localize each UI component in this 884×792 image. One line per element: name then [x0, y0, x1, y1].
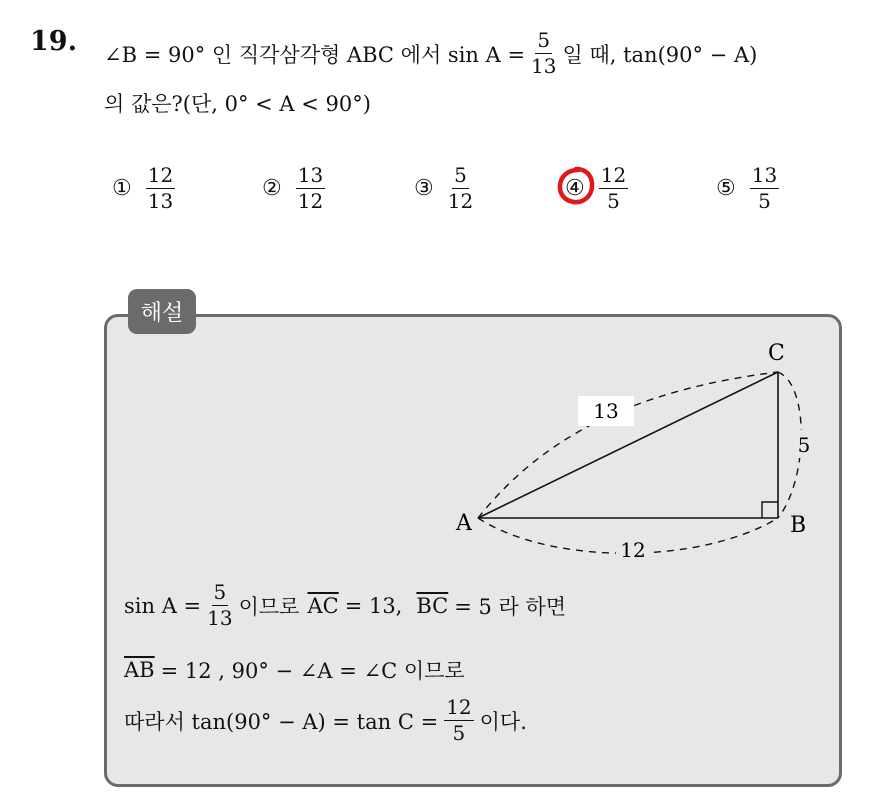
option-mark: ① [112, 176, 132, 201]
stem-prefix: ∠B = 90° 인 직각삼각형 ABC 에서 sin A = [104, 42, 526, 67]
sol3-prefix: 따라서 tan(90° − A) = tan C = [124, 709, 439, 734]
option-fraction [448, 165, 473, 212]
option-4[interactable] [565, 165, 634, 212]
option-mark: ⑤ [716, 176, 736, 201]
fraction-numerator: 5 [454, 163, 467, 187]
solution-line-3 [124, 697, 527, 744]
sol3-suffix: 이다. [479, 709, 527, 734]
option-fraction [750, 165, 779, 212]
fraction-denominator: 5 [607, 189, 620, 213]
fraction-numerator: 12 [600, 163, 627, 187]
vertex-c: C [768, 341, 785, 366]
fraction-denominator: 12 [297, 189, 324, 213]
stem-fraction [531, 30, 556, 77]
right-angle-mark [762, 502, 778, 518]
opp-label: 5 [797, 433, 811, 457]
vertex-a: A [456, 511, 472, 536]
sol2-rest: = 12 , 90° − ∠A = ∠C 이므로 [160, 659, 465, 683]
option-mark: ② [262, 176, 282, 201]
triangle-diagram [430, 330, 830, 570]
sol1-ac-val: = 13, [344, 593, 403, 618]
option-2[interactable] [262, 165, 331, 212]
fraction-denominator: 5 [452, 721, 466, 745]
option-5[interactable] [716, 165, 785, 212]
segment-bc: $\overline{BC}$ [416, 593, 449, 618]
sol1-bc-val: = 5 라 하면 [454, 594, 567, 619]
sol3-fraction [444, 697, 473, 744]
fraction-numerator: 12 [147, 163, 174, 187]
fraction-numerator: 13 [297, 163, 324, 187]
option-1[interactable] [112, 165, 181, 212]
sol1-fraction [207, 582, 232, 629]
vertex-b: B [790, 513, 807, 538]
option-mark: ③ [414, 176, 434, 201]
option-fraction [599, 165, 628, 212]
fraction-numerator: 5 [537, 28, 551, 52]
segment-ab: $\overline{AB}$ [124, 658, 155, 682]
segment-ac: $\overline{AC}$ [307, 593, 339, 618]
solution-line-1 [124, 582, 566, 629]
solution-tag: 해설 [128, 289, 196, 334]
fraction-numerator: 5 [213, 580, 227, 604]
fraction-denominator: 5 [758, 189, 771, 213]
option-fraction [296, 165, 325, 212]
fraction-denominator: 13 [207, 606, 233, 630]
sol1-prefix: sin A = [124, 593, 202, 618]
option-mark: ④ [565, 176, 585, 201]
side-ac [478, 372, 778, 518]
adj-label: 12 [620, 538, 646, 562]
fraction-denominator: 13 [531, 54, 557, 78]
fraction-numerator: 12 [446, 695, 472, 719]
fraction-numerator: 13 [751, 163, 778, 187]
fraction-denominator: 13 [147, 189, 174, 213]
solution-line-2 [124, 655, 465, 685]
option-3[interactable] [414, 165, 479, 212]
question-stem [104, 30, 757, 77]
fraction-denominator: 12 [447, 189, 474, 213]
stem-suffix: 일 때, tan(90° − A) [562, 42, 758, 67]
hyp-label: 13 [593, 399, 619, 423]
question-number: 19. [30, 26, 77, 57]
option-fraction [146, 165, 175, 212]
question-stem-line2: 의 값은?(단, 0° < A < 90°) [104, 92, 371, 116]
sol1-mid: 이므로 [238, 594, 300, 619]
